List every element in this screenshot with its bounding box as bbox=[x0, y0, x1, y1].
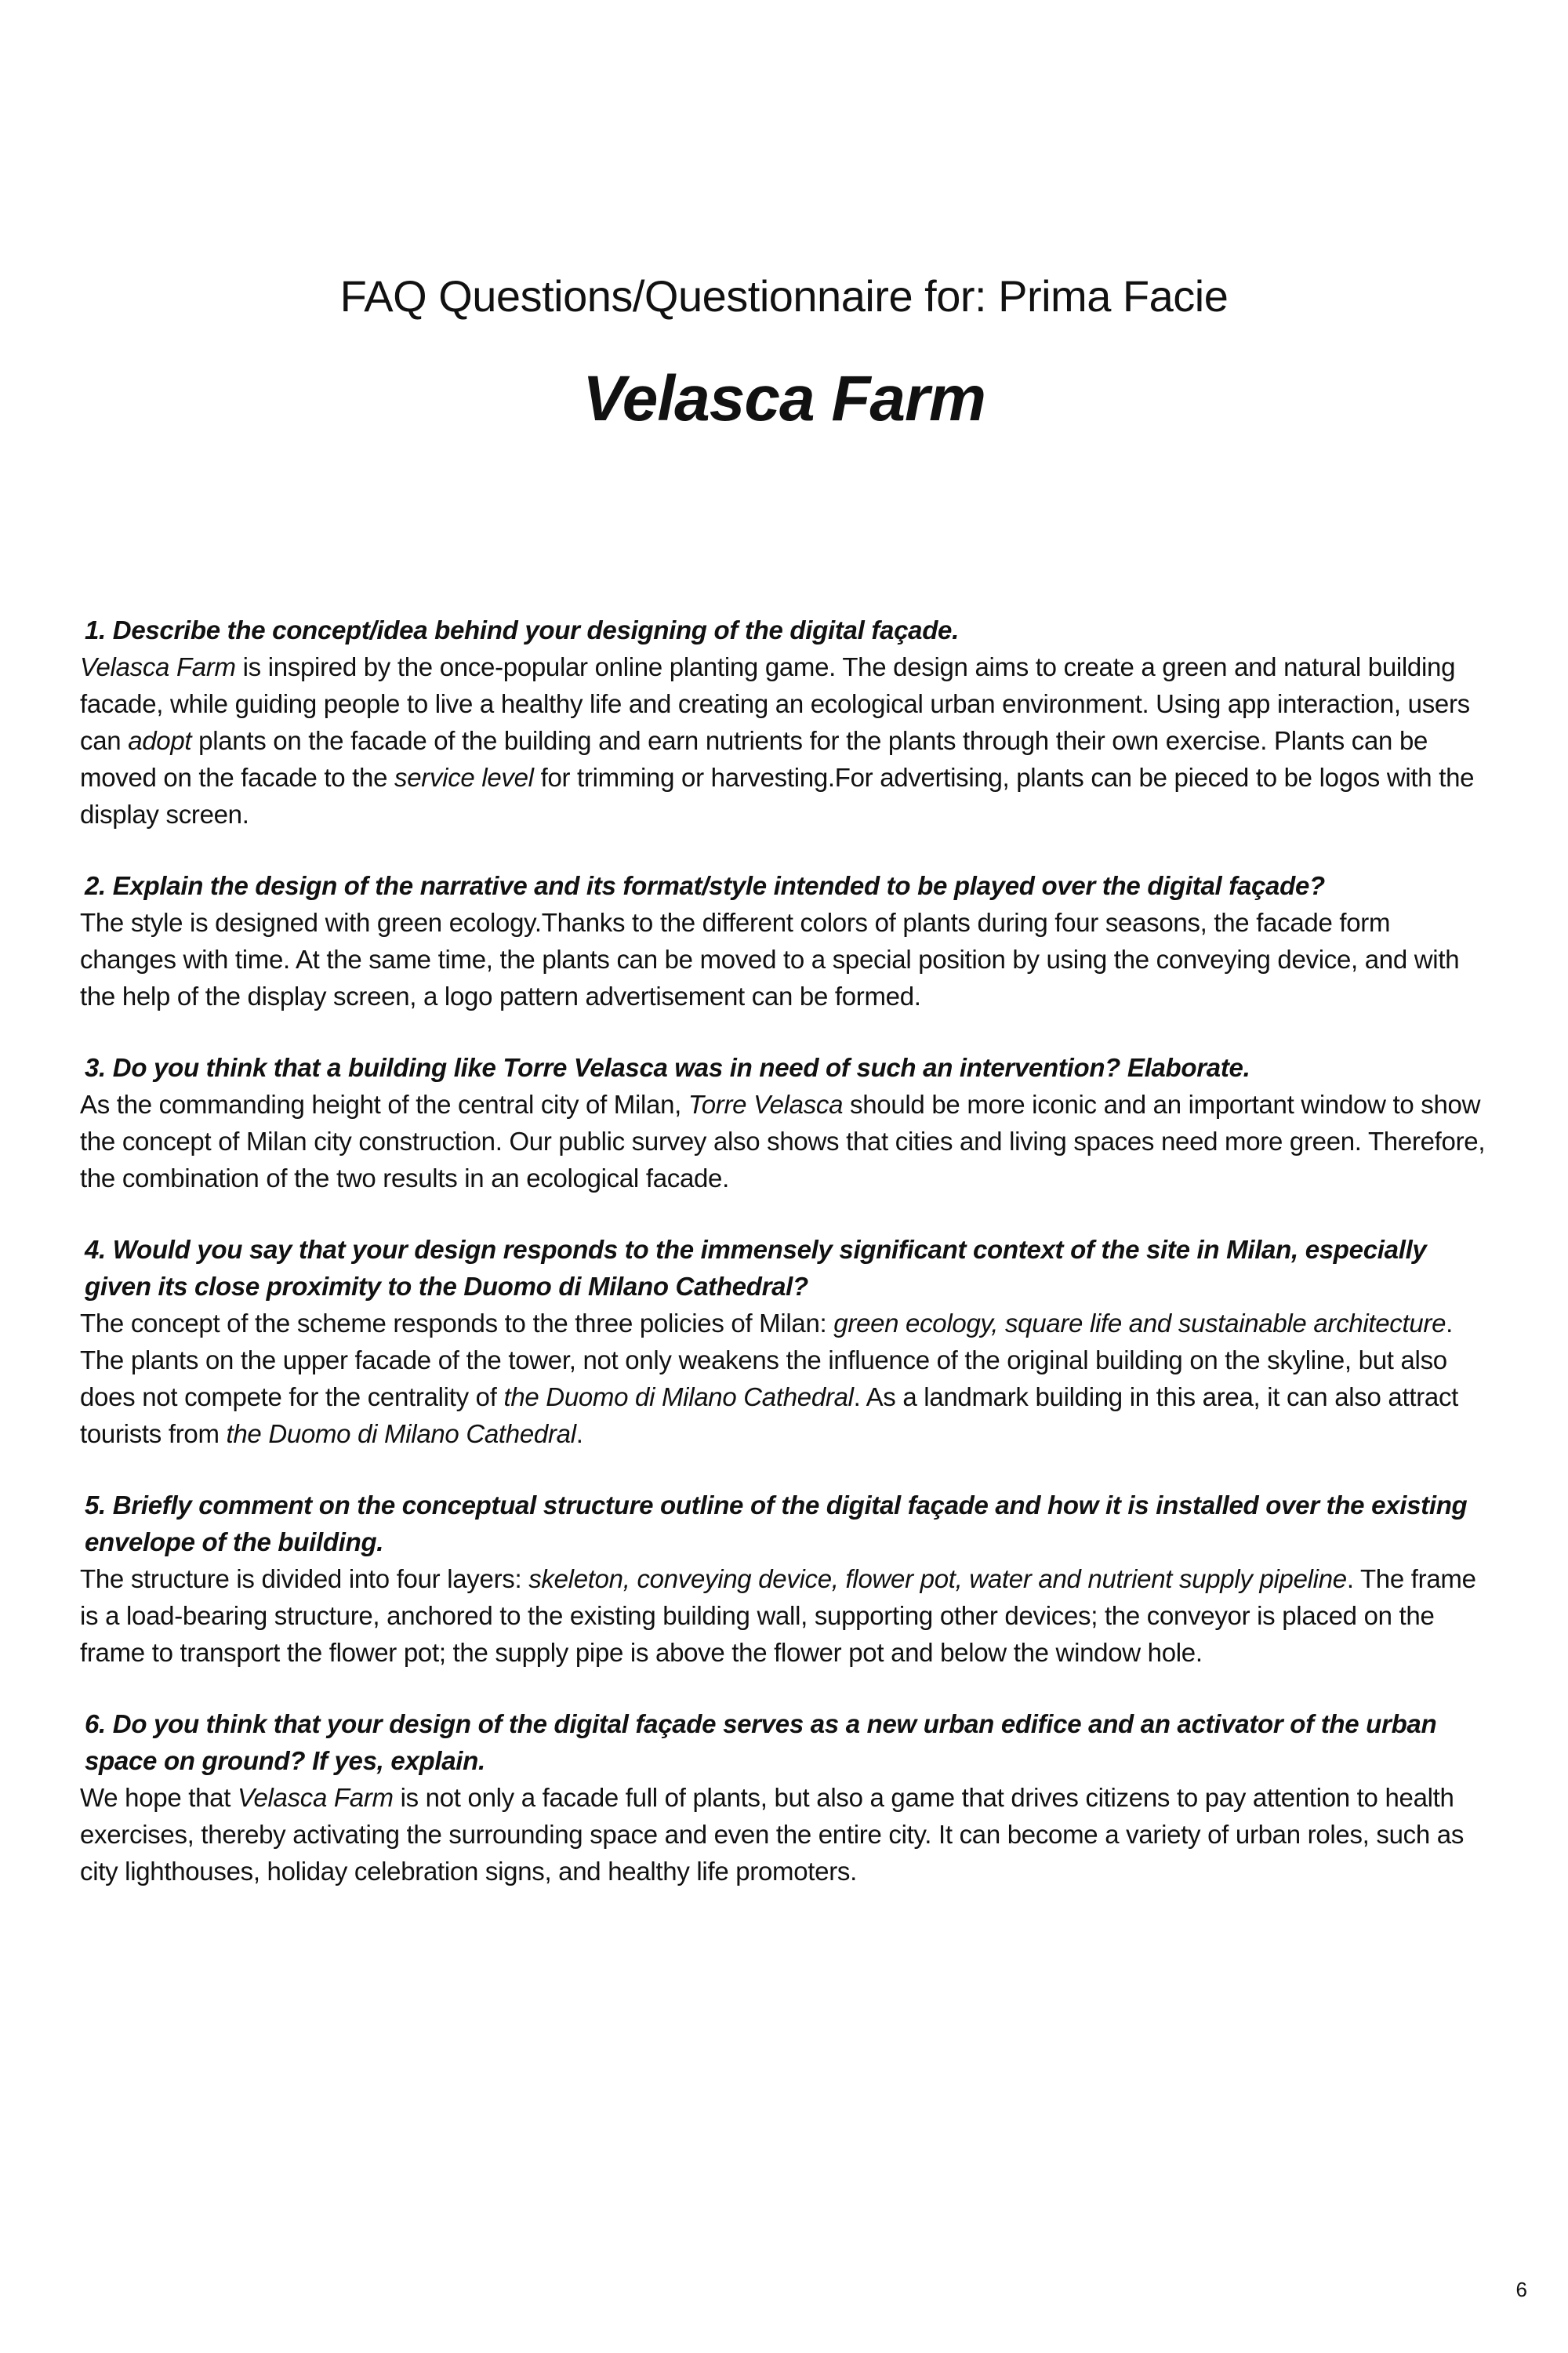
answer-text: plants on the facade of the building and earn nutrients for the plants through their own exercise. Plants can be moved on the facade to the bbox=[80, 726, 1428, 792]
page-number: 6 bbox=[1515, 2278, 1527, 2301]
answer-emphasis: Velasca Farm bbox=[237, 1783, 394, 1812]
answer-text: The style is designed with green ecology.Thanks to the different colors of plants during four seasons, the facade form changes with time. At the same time, the plants can be moved to a special position by using the conveying device, and with the help of the display screen, a logo pattern advertisement can be formed. bbox=[80, 908, 1460, 1011]
answer-text: As the commanding height of the central city of Milan, bbox=[80, 1090, 688, 1119]
faq-answer bbox=[80, 904, 1491, 1015]
faq-question: 1. Describe the concept/idea behind your designing of the digital façade. bbox=[85, 615, 959, 645]
answer-emphasis: Velasca Farm bbox=[80, 652, 236, 681]
answer-text: should be more iconic and an important window to show the concept of Milan city construction. Our public survey also shows that cities and living spaces need more green. Therefore, the combination of the two results in an ecological facade. bbox=[80, 1090, 1486, 1193]
document-subtitle: FAQ Questions/Questionnaire for: Prima Facie bbox=[339, 271, 1229, 321]
faq-list bbox=[80, 612, 1491, 1924]
faq-answer bbox=[80, 648, 1491, 833]
faq-question: 3. Do you think that a building like Torre Velasca was in need of such an intervention? Elaborate. bbox=[85, 1053, 1250, 1082]
faq-question: 4. Would you say that your design responds to the immensely significant context of the site in Milan, especially given its close proximity to the Duomo di Milano Cathedral? bbox=[85, 1235, 1427, 1301]
answer-emphasis: Torre Velasca bbox=[688, 1090, 844, 1119]
faq-answer bbox=[80, 1779, 1491, 1890]
answer-text: is not only a facade full of plants, but also a game that drives citizens to pay attention to health exercises, thereby activating the surrounding space and even the entire city. It can become a variety of urban roles, such as city lighthouses, holiday celebration signs, and healthy life promoters. bbox=[80, 1783, 1465, 1886]
answer-emphasis: adopt bbox=[128, 726, 192, 755]
answer-text: . As a landmark building in this area, it can also attract tourists from bbox=[80, 1382, 1459, 1448]
answer-text: The structure is divided into four layers: bbox=[80, 1564, 529, 1593]
answer-text: for trimming or harvesting.For advertising, plants can be pieced to be logos with the display screen. bbox=[80, 763, 1475, 829]
faq-answer bbox=[80, 1086, 1491, 1196]
answer-emphasis: green ecology, square life and sustainable architecture bbox=[833, 1309, 1446, 1338]
faq-item bbox=[80, 1705, 1491, 1890]
faq-item bbox=[80, 1487, 1491, 1671]
faq-question: 5. Briefly comment on the conceptual structure outline of the digital façade and how it is installed over the existing envelope of the building. bbox=[85, 1491, 1468, 1556]
answer-emphasis: the Duomo di Milano Cathedral bbox=[226, 1419, 576, 1448]
faq-item bbox=[80, 1231, 1491, 1452]
answer-text: . The plants on the upper facade of the tower, not only weakens the influence of the original building on the skyline, but also does not compete for the centrality of bbox=[80, 1309, 1454, 1411]
faq-answer bbox=[80, 1560, 1491, 1671]
answer-text: . bbox=[575, 1419, 583, 1448]
answer-emphasis: the Duomo di Milano Cathedral bbox=[503, 1382, 854, 1411]
answer-text: . The frame is a load-bearing structure, anchored to the existing building wall, supporting other devices; the conveyor is placed on the frame to transport the flower pot; the supply pipe is above the flower pot and below the window hole. bbox=[80, 1564, 1476, 1667]
faq-question: 6. Do you think that your design of the digital façade serves as a new urban edifice and an activator of the urban space on ground? If yes, explain. bbox=[85, 1709, 1437, 1775]
document-title: Velasca Farm bbox=[583, 363, 985, 434]
faq-item bbox=[80, 1049, 1491, 1196]
faq-item bbox=[80, 867, 1491, 1015]
faq-answer bbox=[80, 1305, 1491, 1452]
answer-emphasis: service level bbox=[394, 763, 534, 792]
answer-text: The concept of the scheme responds to the three policies of Milan: bbox=[80, 1309, 834, 1338]
answer-text: We hope that bbox=[80, 1783, 238, 1812]
faq-item bbox=[80, 612, 1491, 833]
faq-question: 2. Explain the design of the narrative and its format/style intended to be played over the digital façade? bbox=[85, 871, 1325, 900]
answer-emphasis: skeleton, conveying device, flower pot, water and nutrient supply pipeline bbox=[528, 1564, 1347, 1593]
answer-text: is inspired by the once-popular online planting game. The design aims to create a green and natural building facade, while guiding people to live a healthy life and creating an ecological urban environment. Using app interaction, users can bbox=[80, 652, 1470, 755]
